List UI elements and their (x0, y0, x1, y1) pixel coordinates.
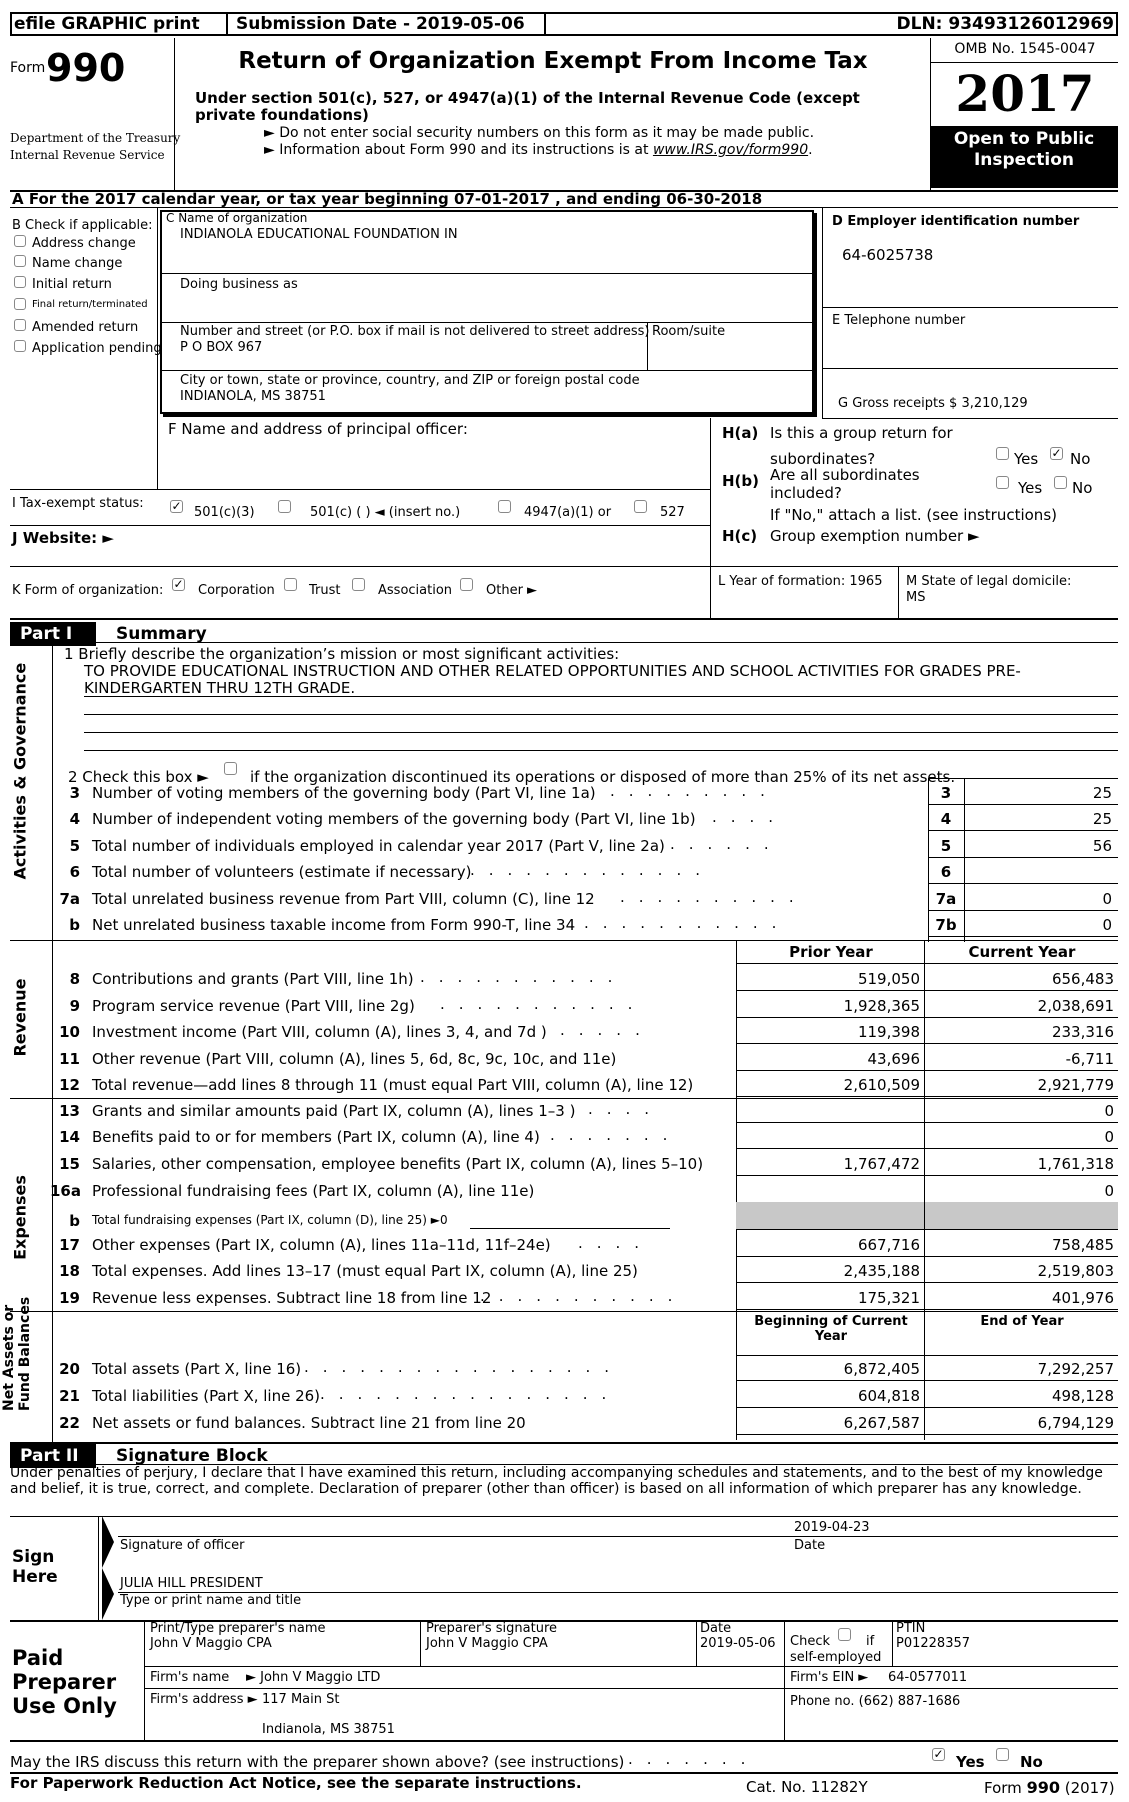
info-line: ► Information about Form 990 and its instructions is at www.IRS.gov/form990. (264, 142, 813, 158)
ha-text2: subordinates? (770, 450, 876, 468)
revenue-side-label: Revenue (10, 978, 30, 1057)
perjury-statement: Under penalties of perjury, I declare that I have examined this return, including accompanying schedules and statements, and to the best of my knowledge and belief, it is true, correct, and complete. Declaration of preparer (other than officer) is based on all information of which preparer has any knowledge. (10, 1465, 1103, 1497)
rev-3-prior: 43,696 (867, 1050, 920, 1068)
telephone-label: E Telephone number (832, 313, 966, 328)
rev-1-num: 9 (69, 997, 80, 1015)
line2-text: if the organization discontinued its operations or disposed of more than 25% of its net assets. (250, 768, 956, 786)
hb-label: H(b) (722, 472, 760, 490)
leader-dots: ........... (420, 968, 627, 986)
gov-1-value: 25 (1092, 810, 1112, 828)
net-2-text: Net assets or fund balances. Subtract line 21 from line 20 (92, 1414, 526, 1432)
omb-number: OMB No. 1545-0047 (954, 41, 1096, 57)
prior-year-header: Prior Year (789, 943, 873, 961)
check-b-0-checkbox[interactable] (14, 235, 26, 247)
check-b-1-checkbox[interactable] (14, 255, 26, 267)
name-title-label: Type or print name and title (120, 1593, 302, 1608)
efile-label: efile GRAPHIC print (14, 14, 200, 34)
net-0-current: 7,292,257 (1037, 1360, 1114, 1378)
other-checkbox[interactable] (460, 578, 473, 591)
street-label: Number and street (or P.O. box if mail is not delivered to street address) (180, 324, 650, 339)
org-name-label: C Name of organization (166, 211, 308, 225)
exp-1-current: 0 (1104, 1128, 1114, 1146)
leader-dots: ......... (610, 782, 779, 800)
firm-ein-label: Firm's EIN ► (790, 1670, 869, 1685)
exp-2-num: 15 (59, 1155, 80, 1173)
gov-3-num: 6 (69, 863, 80, 881)
tax-exempt-label: I Tax-exempt status: (12, 496, 144, 511)
firm-ein: 64-0577011 (888, 1670, 968, 1685)
preparer-date-label: Date (700, 1621, 732, 1636)
check-b-2-checkbox[interactable] (14, 276, 26, 288)
gov-5-text: Net unrelated business taxable income from Form 990-T, line 34 (92, 916, 576, 934)
firm-name: ► John V Maggio LTD (246, 1670, 381, 1685)
exp2-1-text: Total expenses. Add lines 13–17 (must equal Part IX, column (A), line 25) (92, 1262, 638, 1280)
501c3-label: 501(c)(3) (194, 505, 255, 520)
net-1-current: 498,128 (1051, 1387, 1114, 1405)
501c-checkbox[interactable] (278, 500, 291, 513)
net-2-prior: 6,267,587 (843, 1414, 920, 1432)
check-b-0-label: Address change (32, 236, 136, 251)
exp-0-num: 13 (59, 1102, 80, 1120)
street: P O BOX 967 (180, 340, 263, 355)
gov-3-box: 6 (940, 863, 952, 881)
gov-5-box: 7b (935, 916, 957, 934)
ssn-warning: ► Do not enter social security numbers on this form as it may be made public. (264, 125, 815, 141)
form-footer: Form 990 (2017) (984, 1778, 1115, 1797)
ha-yes-checkbox[interactable] (996, 447, 1009, 460)
tax-year: 2017 (955, 64, 1095, 123)
exp2-0-text: Other expenses (Part IX, column (A), lines 11a–11d, 11f–24e) (92, 1236, 551, 1254)
ha-no-checkbox[interactable] (1050, 447, 1063, 460)
paperwork-notice: For Paperwork Reduction Act Notice, see the separate instructions. (10, 1774, 582, 1792)
net-assets-side-label: Net Assets or Fund Balances (1, 1296, 33, 1411)
ein-value: 64-6025738 (842, 246, 934, 264)
leader-dots: .... (712, 808, 788, 826)
rev-4-prior: 2,610,509 (843, 1076, 920, 1094)
gov-2-box: 5 (940, 837, 952, 855)
hc-text: Group exemption number ► (770, 527, 980, 545)
firm-phone: Phone no. (662) 887-1686 (790, 1694, 961, 1709)
gov-0-box: 3 (940, 784, 952, 802)
state-domicile: MS (906, 590, 926, 605)
form-subtitle: Under section 501(c), 527, or 4947(a)(1) of the Internal Revenue Code (except private foundations) (195, 89, 860, 124)
preparer-name-label: Print/Type preparer's name (150, 1621, 326, 1636)
leader-dots: ................ (320, 1385, 621, 1403)
gov-4-box: 7a (935, 890, 957, 908)
here-label: Here (12, 1567, 58, 1587)
sign-arrow-icon (102, 1516, 114, 1568)
check-b-3-checkbox[interactable] (14, 298, 26, 310)
preparer-name: John V Maggio CPA (150, 1636, 272, 1651)
leader-dots: ........... (584, 914, 791, 932)
shaded-cells (736, 1202, 1118, 1229)
rev-4-current: 2,921,779 (1037, 1076, 1114, 1094)
officer-name: JULIA HILL PRESIDENT (120, 1576, 263, 1591)
date-label: Date (794, 1538, 826, 1553)
mission-line1: TO PROVIDE EDUCATIONAL INSTRUCTION AND OTHER RELATED OPPORTUNITIES AND SCHOOL ACTIVITIES FOR GRADES PRE- (84, 662, 1021, 680)
current-year-header: Current Year (968, 943, 1076, 961)
hb-text2: included? (770, 484, 842, 502)
form-number: 990 (46, 46, 126, 90)
discuss-leader: ....... (628, 1750, 760, 1768)
gov-0-text: Number of voting members of the governing body (Part VI, line 1a) (92, 784, 596, 802)
check-b-1-label: Name change (32, 256, 123, 271)
net-0-prior: 6,872,405 (843, 1360, 920, 1378)
expenses-side-label: Expenses (10, 1175, 30, 1260)
leader-dots: .......... (620, 888, 808, 906)
rev-3-text: Other revenue (Part VIII, column (A), lines 5, 6d, 8c, 9c, 10c, and 11e) (92, 1050, 617, 1068)
line2-label: 2 Check this box ► (68, 768, 209, 786)
exp2-1-prior: 2,435,188 (843, 1262, 920, 1280)
check-b-4-checkbox[interactable] (14, 319, 26, 331)
gov-2-num: 5 (69, 837, 80, 855)
exp2-0-prior: 667,716 (857, 1236, 920, 1254)
hb-note: If "No," attach a list. (see instructions) (770, 506, 1057, 524)
527-label: 527 (660, 505, 685, 520)
leader-dots: .... (578, 1234, 654, 1252)
rev-2-num: 10 (59, 1023, 80, 1041)
gov-1-num: 4 (69, 810, 80, 828)
hb-yes-label: Yes (1018, 479, 1043, 497)
exp-3-num: 16a (50, 1182, 81, 1200)
rev-2-current: 233,316 (1051, 1023, 1114, 1041)
line-a: A For the 2017 calendar year, or tax year beginning 07-01-2017 , and ending 06-30-2018 (12, 190, 763, 208)
check-b-3-label: Final return/terminated (32, 299, 148, 310)
sign-label: Sign (12, 1547, 55, 1567)
discuss-question: May the IRS discuss this return with the preparer shown above? (see instructions) (10, 1753, 625, 1771)
sign-date: 2019-04-23 (794, 1520, 870, 1535)
gov-5-num: b (69, 916, 80, 934)
exp2-2-current: 401,976 (1051, 1289, 1114, 1307)
submission-date: Submission Date - 2019-05-06 (236, 14, 525, 34)
city-label: City or town, state or province, country, and ZIP or foreign postal code (180, 373, 640, 388)
dba-label: Doing business as (180, 277, 298, 292)
exp-0-current: 0 (1104, 1102, 1114, 1120)
exp-2-current: 1,761,318 (1037, 1155, 1114, 1173)
exp2-2-text: Revenue less expenses. Subtract line 18 from line 12 (92, 1289, 492, 1307)
leader-dots: ..... (560, 1021, 654, 1039)
gov-0-value: 25 (1092, 784, 1112, 802)
rev-4-num: 12 (59, 1076, 80, 1094)
527-checkbox[interactable] (634, 500, 647, 513)
line1-label: 1 Briefly describe the organization’s mission or most significant activities: (64, 645, 620, 663)
rev-3-current: -6,711 (1065, 1050, 1114, 1068)
activities-governance-label: Activities & Governance (10, 662, 30, 880)
hc-label: H(c) (722, 527, 758, 545)
leader-dots: ............. (470, 861, 714, 879)
dln: DLN: 93493126012969 (896, 14, 1114, 34)
leader-dots: ....... (550, 1126, 682, 1144)
hb-text: Are all subordinates (770, 466, 920, 484)
exp2-0-current: 758,485 (1051, 1236, 1114, 1254)
cat-number: Cat. No. 11282Y (746, 1778, 868, 1796)
year-formation: L Year of formation: 1965 (718, 574, 883, 589)
dept-treasury: Department of the Treasury (10, 131, 181, 145)
exp2-1-num: 18 (59, 1262, 80, 1280)
part2-title: Signature Block (116, 1446, 268, 1466)
net-0-num: 20 (59, 1360, 80, 1378)
rev-1-text: Program service revenue (Part VIII, line 2g) (92, 997, 415, 1015)
ha-no-label: No (1070, 450, 1091, 468)
website-label: J Website: ► (12, 529, 114, 547)
part1-label: Part I (10, 622, 96, 646)
leader-dots: ................. (304, 1358, 624, 1376)
net-0-text: Total assets (Part X, line 16) (92, 1360, 302, 1378)
discuss-yes-label: Yes (956, 1753, 985, 1771)
net-2-current: 6,794,129 (1037, 1414, 1114, 1432)
state-domicile-label: M State of legal domicile: (906, 574, 1072, 589)
exp-2-text: Salaries, other compensation, employee benefits (Part IX, column (A), lines 5–10) (92, 1155, 704, 1173)
line16b-num: b (69, 1212, 80, 1230)
self-employed-label: self-employed (790, 1650, 882, 1665)
leader-dots: ........... (440, 995, 647, 1013)
association-label: Association (378, 583, 453, 598)
form-of-org-label: K Form of organization: (12, 583, 164, 598)
form-title: Return of Organization Exempt From Income Tax (238, 48, 868, 74)
check-applicable-label: B Check if applicable: (12, 218, 153, 233)
exp2-2-prior: 175,321 (857, 1289, 920, 1307)
exp-1-num: 14 (59, 1128, 80, 1146)
corporation-label: Corporation (198, 583, 275, 598)
name-arrow-icon (102, 1568, 114, 1620)
org-name: INDIANOLA EDUCATIONAL FOUNDATION IN (180, 227, 458, 242)
gov-4-text: Total unrelated business revenue from Part VIII, column (C), line 12 (92, 890, 595, 908)
hb-no-checkbox[interactable] (1054, 476, 1067, 489)
gov-2-value: 56 (1092, 837, 1112, 855)
firm-address-2: Indianola, MS 38751 (262, 1722, 395, 1737)
exp2-1-current: 2,519,803 (1037, 1262, 1114, 1280)
corporation-checkbox[interactable] (172, 578, 185, 591)
association-checkbox[interactable] (352, 578, 365, 591)
leader-dots: .... (588, 1100, 664, 1118)
discuss-yes-checkbox[interactable] (932, 1748, 945, 1761)
rev-3-num: 11 (59, 1050, 80, 1068)
if-label: if (866, 1634, 875, 1649)
gov-2-text: Total number of individuals employed in calendar year 2017 (Part V, line 2a) (92, 837, 665, 855)
part2-label: Part II (10, 1444, 96, 1468)
rev-0-text: Contributions and grants (Part VIII, line 1h) (92, 970, 414, 988)
principal-officer-label: F Name and address of principal officer: (168, 420, 468, 438)
line16b-text: Total fundraising expenses (Part IX, column (D), line 25) ►0 (92, 1213, 448, 1227)
check-b-5-checkbox[interactable] (14, 340, 26, 352)
rev-4-text: Total revenue—add lines 8 through 11 (must equal Part VIII, column (A), line 12) (92, 1076, 694, 1094)
gov-3-text: Total number of volunteers (estimate if necessary) (92, 863, 472, 881)
firm-name-label: Firm's name (150, 1670, 230, 1685)
firm-address-1: 117 Main St (262, 1692, 340, 1707)
firm-address-label: Firm's address ► (150, 1692, 258, 1707)
ein-label: D Employer identification number (832, 214, 1080, 229)
rev-2-prior: 119,398 (857, 1023, 920, 1041)
4947-label: 4947(a)(1) or (524, 505, 612, 520)
rev-0-num: 8 (69, 970, 80, 988)
mission-line2: KINDERGARTEN THRU 12TH GRADE. (84, 679, 356, 697)
rev-0-current: 656,483 (1051, 970, 1114, 988)
gov-4-num: 7a (59, 890, 80, 908)
gross-receipts: G Gross receipts $ 3,210,129 (838, 396, 1028, 411)
ha-label: H(a) (722, 424, 759, 442)
self-employed-checkbox[interactable] (838, 1628, 851, 1641)
preparer-sig-label: Preparer's signature (426, 1621, 558, 1636)
check-label: Check (790, 1634, 830, 1649)
gov-1-text: Number of independent voting members of the governing body (Part VI, line 1b) (92, 810, 696, 828)
net-2-num: 22 (59, 1414, 80, 1432)
gov-4-value: 0 (1102, 890, 1112, 908)
gov-0-num: 3 (69, 784, 80, 802)
discontinued-checkbox[interactable] (224, 762, 237, 775)
net-1-num: 21 (59, 1387, 80, 1405)
irs: Internal Revenue Service (10, 148, 165, 162)
exp-2-prior: 1,767,472 (843, 1155, 920, 1173)
signature-officer-label[interactable]: Signature of officer (120, 1538, 245, 1553)
501c-label: 501(c) ( ) ◄ (insert no.) (310, 505, 461, 520)
rev-0-prior: 519,050 (857, 970, 920, 988)
other-label: Other ► (486, 583, 538, 598)
exp-3-text: Professional fundraising fees (Part IX, column (A), line 11e) (92, 1182, 535, 1200)
hb-yes-checkbox[interactable] (996, 476, 1009, 489)
ptin: P01228357 (896, 1636, 971, 1651)
hb-no-label: No (1072, 479, 1093, 497)
exp-1-text: Benefits paid to or for members (Part IX, column (A), line 4) (92, 1128, 540, 1146)
boy-header: Beginning of Current Year (754, 1314, 908, 1344)
city: INDIANOLA, MS 38751 (180, 389, 326, 404)
leader-dots: ........... (480, 1287, 687, 1305)
part1-title: Summary (116, 624, 207, 644)
501c3-checkbox[interactable] (170, 500, 183, 513)
exp-3-current: 0 (1104, 1182, 1114, 1200)
trust-label: Trust (309, 583, 341, 598)
net-1-prior: 604,818 (857, 1387, 920, 1405)
check-b-4-label: Amended return (32, 320, 139, 335)
discuss-no-label: No (1020, 1753, 1043, 1771)
rev-2-text: Investment income (Part VIII, column (A), lines 3, 4, and 7d ) (92, 1023, 547, 1041)
exp-0-text: Grants and similar amounts paid (Part IX, column (A), lines 1–3 ) (92, 1102, 576, 1120)
rev-1-prior: 1,928,365 (843, 997, 920, 1015)
gov-5-value: 0 (1102, 916, 1112, 934)
preparer-label: Preparer (12, 1670, 117, 1694)
open-to-public: Open to Public Inspection (930, 126, 1118, 188)
net-1-text: Total liabilities (Part X, line 26) (92, 1387, 321, 1405)
exp2-0-num: 17 (59, 1236, 80, 1254)
discuss-no-checkbox[interactable] (996, 1748, 1009, 1761)
eoy-header: End of Year (980, 1314, 1064, 1329)
preparer-date: 2019-05-06 (700, 1636, 776, 1651)
ha-text: Is this a group return for (770, 424, 953, 442)
trust-checkbox[interactable] (284, 578, 297, 591)
use-only-label: Use Only (12, 1694, 117, 1718)
form-word: Form (10, 60, 46, 76)
room-suite-label: Room/suite (652, 324, 726, 339)
rev-1-current: 2,038,691 (1037, 997, 1114, 1015)
4947-checkbox[interactable] (498, 500, 511, 513)
paid-label: Paid (12, 1646, 64, 1670)
leader-dots: ...... (670, 835, 783, 853)
irs-link[interactable]: www.IRS.gov/form990 (652, 142, 809, 158)
preparer-signature: John V Maggio CPA (426, 1636, 548, 1651)
check-b-2-label: Initial return (32, 277, 112, 292)
exp2-2-num: 19 (59, 1289, 80, 1307)
check-b-5-label: Application pending (32, 341, 162, 356)
gov-1-box: 4 (940, 810, 952, 828)
ha-yes-label: Yes (1014, 450, 1039, 468)
ptin-label: PTIN (896, 1621, 926, 1636)
